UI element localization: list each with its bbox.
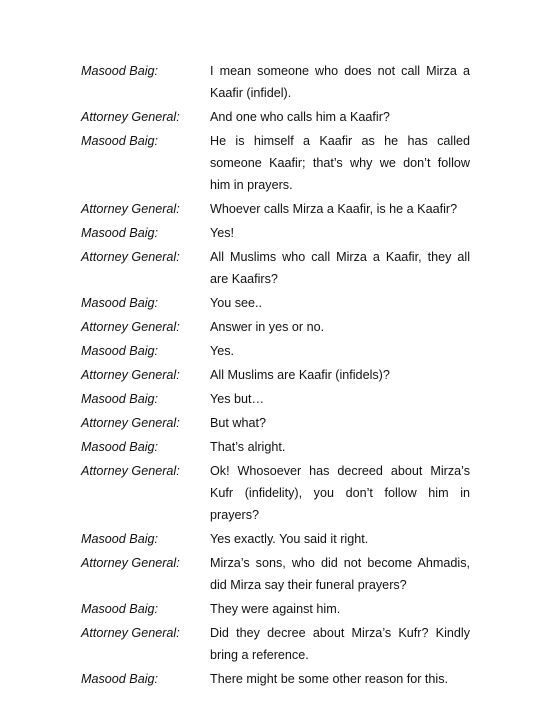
speech-text: You see.. xyxy=(210,296,263,310)
speech-text: That’s alright. xyxy=(210,440,286,454)
transcript-row xyxy=(81,106,471,128)
speaker-name: Masood Baig: xyxy=(81,602,159,616)
speech-text: But what? xyxy=(210,416,267,430)
transcript-row xyxy=(81,460,471,526)
speaker-name: Masood Baig: xyxy=(81,672,159,686)
transcript-row xyxy=(81,668,471,690)
speech-text: Mirza’s sons, who did not become Ahmadis, did Mirza say their funeral prayers? xyxy=(210,556,470,592)
transcript-row xyxy=(81,552,471,596)
speech-text: There might be some other reason for this. xyxy=(210,672,448,686)
transcript-row xyxy=(81,246,471,290)
speaker-name: Masood Baig: xyxy=(81,440,159,454)
transcript-row xyxy=(81,340,471,362)
speech-text: Answer in yes or no. xyxy=(210,320,325,334)
speech-text: Did they decree about Mirza’s Kufr? Kindly bring a reference. xyxy=(210,626,470,662)
speaker-name: Masood Baig: xyxy=(81,296,159,310)
transcript-row xyxy=(81,316,471,338)
speaker-name: Attorney General: xyxy=(81,320,180,334)
speaker-name: Attorney General: xyxy=(81,250,180,264)
speech-text: All Muslims who call Mirza a Kaafir, they all are Kaafirs? xyxy=(210,250,470,286)
speaker-name: Attorney General: xyxy=(81,464,180,478)
transcript-row xyxy=(81,622,471,666)
speaker-name: Attorney General: xyxy=(81,368,180,382)
transcript-row xyxy=(81,60,471,104)
speaker-name: Attorney General: xyxy=(81,626,180,640)
transcript-row xyxy=(81,364,471,386)
speech-text: Yes exactly. You said it right. xyxy=(210,532,369,546)
transcript-row xyxy=(81,198,471,220)
speech-text: All Muslims are Kaafir (infidels)? xyxy=(210,368,390,382)
speech-text: Yes! xyxy=(210,226,235,240)
speech-text: Whoever calls Mirza a Kaafir, is he a Kaafir? xyxy=(210,202,458,216)
speaker-name: Masood Baig: xyxy=(81,532,159,546)
speaker-name: Masood Baig: xyxy=(81,134,159,148)
speaker-name: Masood Baig: xyxy=(81,392,159,406)
transcript-row xyxy=(81,528,471,550)
speech-text: And one who calls him a Kaafir? xyxy=(210,110,390,124)
speech-text: Ok! Whosoever has decreed about Mirza’s Kufr (infidelity), you don’t follow him in prayers? xyxy=(210,464,470,522)
transcript-row xyxy=(81,292,471,314)
speaker-name: Masood Baig: xyxy=(81,226,159,240)
transcript-row xyxy=(81,436,471,458)
speaker-name: Masood Baig: xyxy=(81,64,159,78)
speaker-name: Attorney General: xyxy=(81,416,180,430)
speaker-name: Attorney General: xyxy=(81,556,180,570)
speech-text: I mean someone who does not call Mirza a Kaafir (infidel). xyxy=(210,64,470,100)
speaker-name: Attorney General: xyxy=(81,202,180,216)
transcript-row xyxy=(81,388,471,410)
transcript-row xyxy=(81,598,471,620)
speech-text: Yes. xyxy=(210,344,235,358)
transcript-row xyxy=(81,130,471,196)
speech-text: Yes but… xyxy=(210,392,265,406)
speaker-name: Attorney General: xyxy=(81,110,180,124)
speech-text: He is himself a Kaafir as he has called someone Kaafir; that’s why we don’t follow him in prayers. xyxy=(210,134,470,192)
speech-text: They were against him. xyxy=(210,602,341,616)
transcript-row xyxy=(81,222,471,244)
transcript-row xyxy=(81,412,471,434)
speaker-name: Masood Baig: xyxy=(81,344,159,358)
transcript xyxy=(81,60,471,692)
